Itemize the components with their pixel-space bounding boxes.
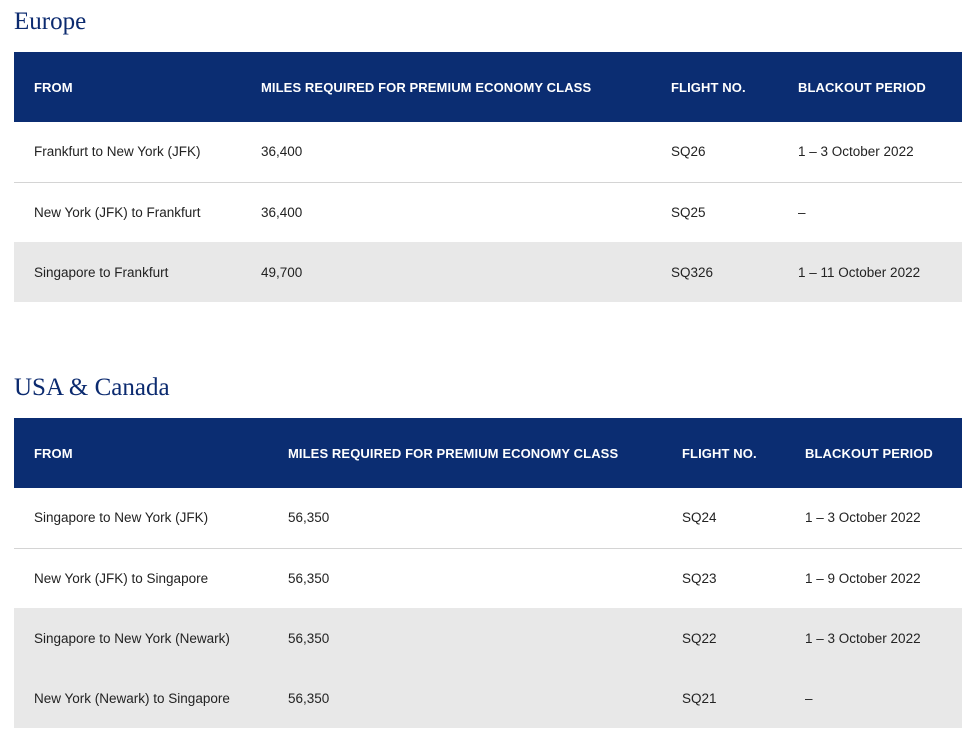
blackout-period-cell: 1 – 3 October 2022 [785, 488, 962, 548]
route-cell: Frankfurt to New York (JFK) [14, 122, 241, 182]
route-cell: Singapore to New York (JFK) [14, 488, 268, 548]
column-header-from: FROM [34, 445, 73, 461]
blackout-period-cell: – [798, 204, 806, 220]
table-header-row [14, 52, 962, 122]
flight-number-cell: SQ21 [682, 690, 717, 706]
column-header-miles: MILES REQUIRED FOR PREMIUM ECONOMY CLASS [288, 445, 619, 461]
miles-cell: 56,350 [288, 570, 330, 586]
flight-number-cell: SQ26 [651, 122, 778, 182]
table-row [14, 548, 962, 608]
usa-canada-fares-table [14, 418, 962, 728]
section-title-usa-canada: USA & Canada [14, 374, 170, 401]
table-row [14, 608, 962, 668]
miles-cell: 56,350 [268, 488, 662, 548]
column-header-blackout-period: BLACKOUT PERIOD [805, 445, 933, 461]
flight-number-cell: SQ25 [671, 204, 706, 220]
table-row [14, 668, 962, 728]
table-row [14, 122, 962, 182]
flight-number-cell: SQ326 [671, 264, 714, 280]
column-header-flight-no: FLIGHT NO. [671, 79, 746, 95]
flight-number-cell: SQ22 [682, 630, 717, 646]
miles-cell: 36,400 [241, 122, 651, 182]
miles-cell: 56,350 [288, 690, 330, 706]
route-cell: New York (JFK) to Singapore [34, 570, 209, 586]
table-row [14, 182, 962, 242]
column-header-blackout-period: BLACKOUT PERIOD [798, 79, 926, 95]
miles-cell: 56,350 [288, 630, 330, 646]
route-cell: Singapore to New York (Newark) [34, 630, 230, 646]
column-header-flight-no: FLIGHT NO. [682, 445, 757, 461]
route-cell: New York (JFK) to Frankfurt [34, 204, 201, 220]
miles-cell: 36,400 [261, 204, 303, 220]
flight-number-cell: SQ23 [682, 570, 717, 586]
route-cell: New York (Newark) to Singapore [34, 690, 230, 706]
blackout-period-cell: 1 – 3 October 2022 [778, 122, 962, 182]
blackout-period-cell: – [805, 690, 813, 706]
route-cell: Singapore to Frankfurt [34, 264, 169, 280]
miles-cell: 49,700 [261, 264, 303, 280]
table-row [14, 242, 962, 302]
europe-fares-table [14, 52, 962, 302]
flight-number-cell: SQ24 [662, 488, 785, 548]
blackout-period-cell: 1 – 9 October 2022 [805, 570, 921, 586]
table-row [14, 488, 962, 548]
blackout-period-cell: 1 – 3 October 2022 [805, 630, 921, 646]
column-header-miles: MILES REQUIRED FOR PREMIUM ECONOMY CLASS [261, 79, 592, 95]
column-header-from: FROM [34, 79, 73, 95]
table-header-row [14, 418, 962, 488]
section-title-europe: Europe [14, 8, 87, 35]
blackout-period-cell: 1 – 11 October 2022 [798, 264, 921, 280]
